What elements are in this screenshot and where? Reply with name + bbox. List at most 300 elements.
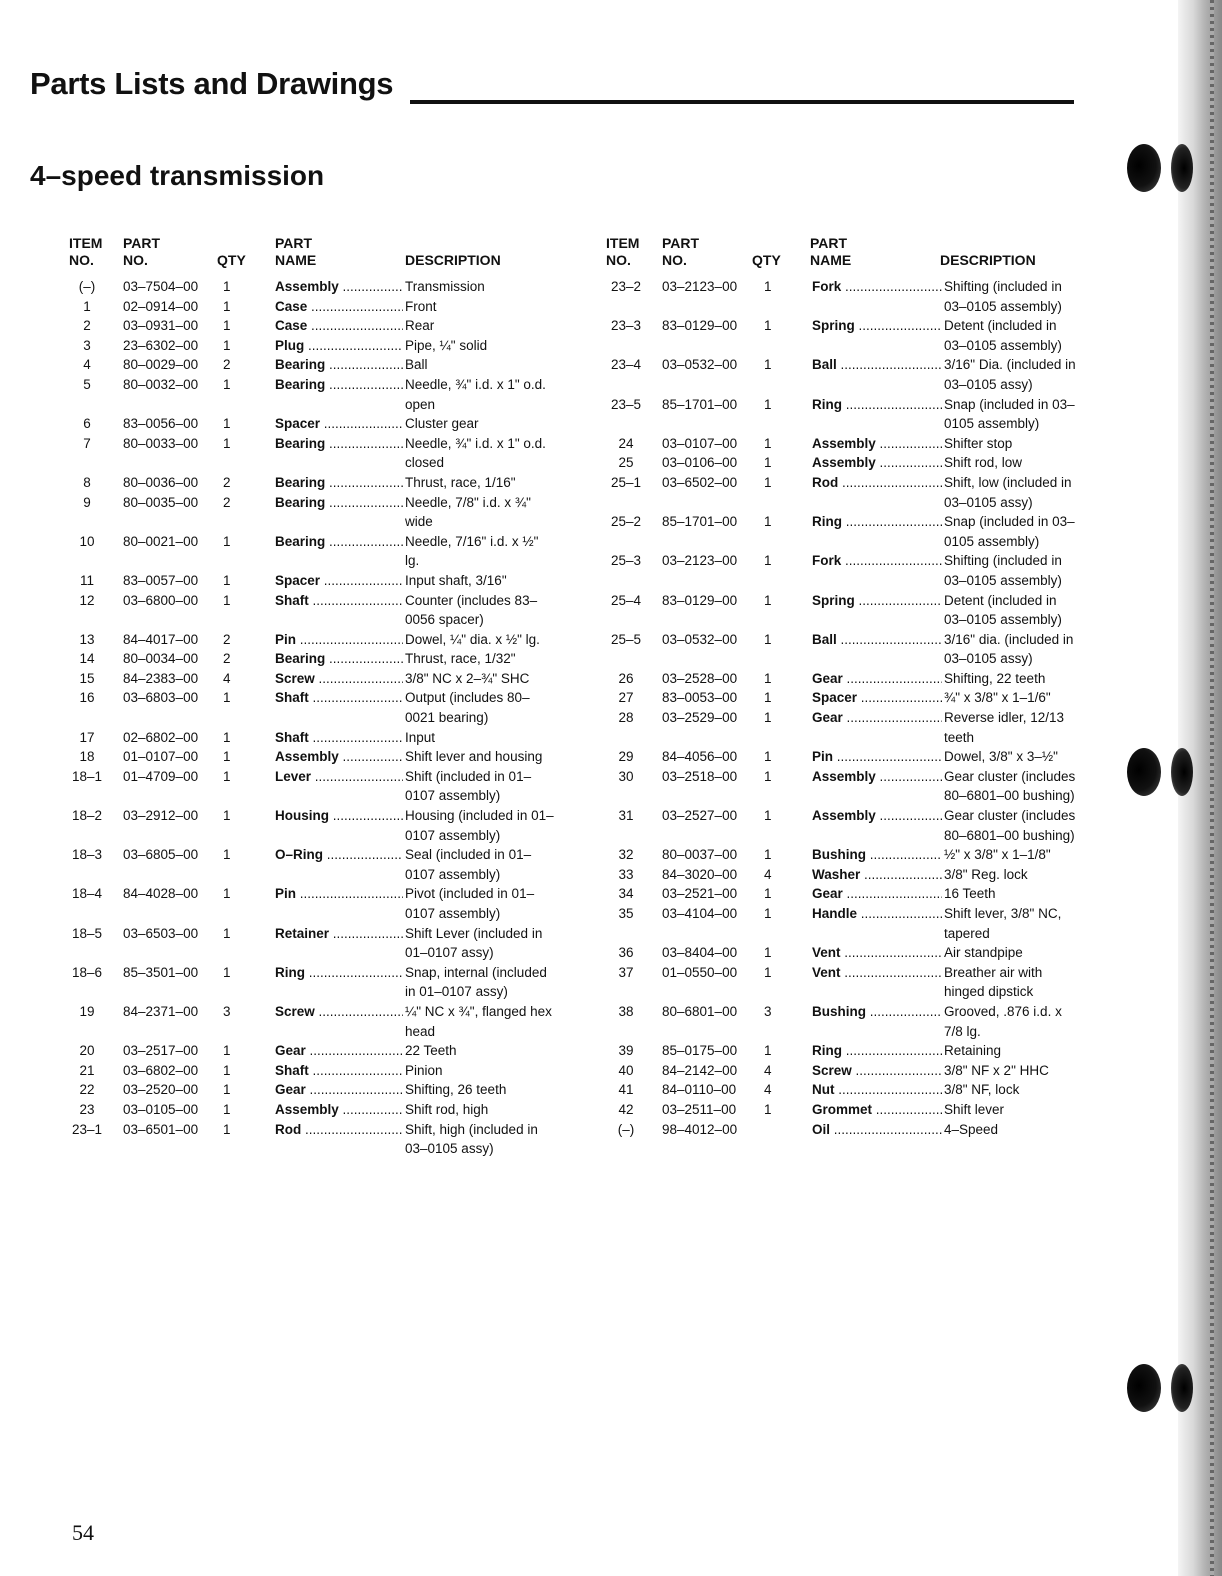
quantity: 1 xyxy=(764,592,772,608)
part-no: 84–2142–00 xyxy=(662,1062,738,1078)
table-row xyxy=(604,1041,1079,1061)
description: 3/8" NF x 2" HHC xyxy=(944,1062,1049,1078)
item-no: 31 xyxy=(618,808,634,824)
part-name: Spacer ..... xyxy=(275,571,403,591)
part-no: 85–0175–00 xyxy=(662,1043,738,1059)
part-no: 03–2517–00 xyxy=(123,1043,199,1059)
part-name: Assembly ..... xyxy=(812,434,942,454)
quantity: 4 xyxy=(764,1082,772,1098)
description: Needle, ¾" i.d. x 1" o.d. closed xyxy=(405,435,546,471)
part-no: 80–0037–00 xyxy=(662,847,738,863)
item-no: 6 xyxy=(83,416,91,432)
description: Grooved, .876 i.d. x 7/8 lg. xyxy=(944,1003,1062,1039)
part-no: 85–1701–00 xyxy=(662,514,738,530)
part-name: Grommet ..... xyxy=(812,1100,942,1120)
item-no: 26 xyxy=(618,670,634,686)
table-row xyxy=(604,767,1079,806)
part-name: Spring ..... xyxy=(812,316,942,336)
part-no: 03–6502–00 xyxy=(662,474,738,490)
item-no: 12 xyxy=(79,592,95,608)
description: 3/16" Dia. (included in 03–0105 assy) xyxy=(944,357,1076,392)
part-name: Shaft ..... xyxy=(275,1061,403,1081)
description: Shifting (included in 03–0105 assembly) xyxy=(944,553,1062,588)
quantity: 1 xyxy=(764,886,772,902)
header-qty: QTY xyxy=(752,252,781,268)
table-row xyxy=(67,806,555,845)
table-row xyxy=(67,571,555,591)
description: 3/8" Reg. lock xyxy=(944,866,1028,882)
description: Gear cluster (includes 80–6801–00 bushing) xyxy=(944,768,1076,804)
quantity: 4 xyxy=(764,866,772,882)
quantity: 1 xyxy=(223,337,231,353)
description: Input xyxy=(405,729,436,745)
part-name: Assembly ..... xyxy=(812,767,942,787)
part-name: Plug ..... xyxy=(275,336,403,356)
part-no: 03–2912–00 xyxy=(123,808,199,824)
quantity: 1 xyxy=(223,416,231,432)
quantity: 1 xyxy=(223,749,231,765)
table-row xyxy=(604,395,1079,434)
table-header xyxy=(604,235,1079,277)
part-name: Gear ..... xyxy=(275,1041,403,1061)
item-no: 32 xyxy=(618,847,634,863)
part-no: 03–0532–00 xyxy=(662,631,738,647)
part-no: 03–0107–00 xyxy=(662,435,738,451)
description: Snap (included in 03–0105 assembly) xyxy=(944,514,1075,549)
table-row xyxy=(67,316,555,336)
table-row xyxy=(67,493,555,532)
item-no: 42 xyxy=(618,1101,634,1117)
table-row xyxy=(604,963,1079,1002)
title-rule xyxy=(410,100,1074,104)
part-name: Ring ..... xyxy=(275,963,403,983)
quantity: 1 xyxy=(764,318,772,334)
quantity: 1 xyxy=(764,357,772,373)
item-no: 2 xyxy=(83,318,91,334)
description: Output (includes 80–0021 bearing) xyxy=(405,690,530,726)
quantity: 1 xyxy=(223,808,231,824)
part-name: Pin ..... xyxy=(275,884,403,904)
part-name: Ball ..... xyxy=(812,355,942,375)
part-name: Spacer ..... xyxy=(275,414,403,434)
part-no: 83–0129–00 xyxy=(662,592,738,608)
description: Snap, internal (included in 01–0107 assy) xyxy=(405,964,547,1000)
quantity: 2 xyxy=(223,651,231,667)
part-name: Oil ..... xyxy=(812,1120,942,1140)
item-no: 20 xyxy=(79,1043,95,1059)
description: Seal (included in 01–0107 assembly) xyxy=(405,847,532,882)
item-no: 30 xyxy=(618,768,634,784)
part-no: 84–3020–00 xyxy=(662,866,738,882)
quantity: 1 xyxy=(764,690,772,706)
quantity: 1 xyxy=(764,435,772,451)
item-no: 35 xyxy=(618,906,634,921)
table-row xyxy=(604,669,1079,689)
item-no: 11 xyxy=(79,572,94,588)
part-name: Bearing ..... xyxy=(275,375,403,395)
quantity: 1 xyxy=(223,847,231,863)
quantity: 1 xyxy=(764,514,772,530)
part-name: Bushing ..... xyxy=(812,845,942,865)
part-name: Fork ..... xyxy=(812,277,942,297)
part-name: Vent ..... xyxy=(812,943,942,963)
part-no: 03–2518–00 xyxy=(662,768,738,784)
table-row xyxy=(67,414,555,434)
table-row xyxy=(604,943,1079,963)
part-name: Vent ..... xyxy=(812,963,942,983)
part-no: 03–7504–00 xyxy=(123,279,199,294)
part-name: Ring ..... xyxy=(812,395,942,415)
part-name: Bearing ..... xyxy=(275,649,403,669)
item-no: 18–6 xyxy=(71,964,103,980)
page-title: Parts Lists and Drawings xyxy=(30,66,394,101)
part-no: 80–0035–00 xyxy=(123,494,199,510)
table-row xyxy=(67,336,555,356)
item-no: 29 xyxy=(618,749,634,765)
table-row xyxy=(67,434,555,473)
part-name: Bushing ..... xyxy=(812,1002,942,1022)
table-row xyxy=(67,1100,555,1120)
part-no: 03–0931–00 xyxy=(123,318,199,334)
part-name: Washer ..... xyxy=(812,865,942,885)
quantity: 2 xyxy=(223,631,231,647)
part-no: 80–6801–00 xyxy=(662,1003,738,1019)
header-description: DESCRIPTION xyxy=(940,252,1036,268)
table-row xyxy=(67,355,555,375)
part-no: 03–6503–00 xyxy=(123,925,199,941)
quantity: 1 xyxy=(223,1082,231,1098)
part-no: 03–6501–00 xyxy=(123,1121,199,1137)
table-row xyxy=(67,669,555,689)
table-row xyxy=(604,355,1079,394)
description: Shifting (included in 03–0105 assembly) xyxy=(944,279,1062,314)
table-row xyxy=(67,688,555,727)
quantity: 1 xyxy=(764,964,772,980)
description: 3/16" dia. (included in 03–0105 assy) xyxy=(944,631,1074,667)
item-no: 21 xyxy=(79,1062,95,1078)
item-no: 22 xyxy=(79,1082,95,1098)
table-row xyxy=(604,1002,1079,1041)
part-name: Gear ..... xyxy=(812,708,942,728)
quantity: 1 xyxy=(223,279,231,294)
quantity: 3 xyxy=(223,1003,231,1019)
description: 22 Teeth xyxy=(405,1043,457,1059)
table-row xyxy=(67,277,555,297)
description: ½" x 3/8" x 1–1/8" xyxy=(944,847,1051,863)
description: Pinion xyxy=(405,1062,443,1078)
quantity: 1 xyxy=(764,396,772,412)
item-no: 41 xyxy=(618,1082,634,1098)
description: Reverse idler, 12/13 teeth xyxy=(944,710,1065,745)
part-name: Gear ..... xyxy=(275,1080,403,1100)
description: Shift lever, 3/8" NC, tapered xyxy=(944,906,1062,941)
table-row xyxy=(604,708,1079,747)
binder-hole xyxy=(1127,1364,1161,1412)
part-name: Pin ..... xyxy=(812,747,942,767)
quantity: 4 xyxy=(764,1062,772,1078)
description: 3/8" NF, lock xyxy=(944,1082,1020,1098)
description: Shifter stop xyxy=(944,435,1013,451)
part-name: Housing ..... xyxy=(275,806,403,826)
quantity: 4 xyxy=(223,670,231,686)
quantity: 1 xyxy=(764,455,772,471)
quantity: 2 xyxy=(223,474,231,490)
table-header xyxy=(67,235,555,277)
quantity: 1 xyxy=(764,768,772,784)
part-no: 98–4012–00 xyxy=(662,1121,738,1137)
quantity: 1 xyxy=(223,1121,231,1137)
table-row xyxy=(67,375,555,414)
table-row xyxy=(67,1120,555,1159)
item-no: 18–1 xyxy=(71,768,103,784)
part-no: 02–6802–00 xyxy=(123,729,199,745)
part-no: 03–6805–00 xyxy=(123,847,199,863)
quantity: 2 xyxy=(223,494,231,510)
description: Shift, high (included in 03–0105 assy) xyxy=(405,1121,538,1157)
table-row xyxy=(67,924,555,963)
part-no: 03–6802–00 xyxy=(123,1062,199,1078)
header-part-name: PART NAME xyxy=(810,235,852,268)
part-no: 02–0914–00 xyxy=(123,298,199,314)
item-no: 23–3 xyxy=(610,318,642,334)
table-row xyxy=(604,845,1079,865)
item-no: 39 xyxy=(618,1043,634,1059)
part-name: Fork ..... xyxy=(812,551,942,571)
part-no: 03–2123–00 xyxy=(662,553,738,569)
description: Front xyxy=(405,298,437,314)
description: Air standpipe xyxy=(944,945,1023,961)
description: Detent (included in 03–0105 assembly) xyxy=(944,318,1062,353)
item-no: (–) xyxy=(617,1121,635,1137)
header-item-no: ITEM NO. xyxy=(606,235,640,268)
part-no: 03–2123–00 xyxy=(662,279,738,294)
description: Ball xyxy=(405,357,428,373)
quantity: 1 xyxy=(764,749,772,765)
quantity: 1 xyxy=(764,631,772,647)
header-description: DESCRIPTION xyxy=(405,252,501,268)
part-no: 23–6302–00 xyxy=(123,337,199,353)
item-no: 17 xyxy=(79,729,95,745)
part-no: 03–2521–00 xyxy=(662,886,738,902)
header-part-name: PART NAME xyxy=(275,235,317,268)
quantity: 1 xyxy=(764,945,772,961)
description: Input shaft, 3/16" xyxy=(405,572,507,588)
quantity: 1 xyxy=(223,1043,231,1059)
part-no: 83–0053–00 xyxy=(662,690,738,706)
quantity: 1 xyxy=(764,474,772,490)
part-no: 80–0033–00 xyxy=(123,435,199,451)
table-row xyxy=(604,1061,1079,1081)
description: ¾" x 3/8" x 1–1/6" xyxy=(944,690,1051,706)
item-no: 15 xyxy=(79,670,95,686)
description: Pipe, ¼" solid xyxy=(405,337,488,353)
page-number: 54 xyxy=(72,1520,94,1545)
description: Dowel, 3/8" x 3–½" xyxy=(944,749,1058,765)
item-no: 37 xyxy=(618,964,634,980)
description: Thrust, race, 1/32" xyxy=(405,651,516,667)
table-row xyxy=(604,1080,1079,1100)
item-no: 13 xyxy=(79,631,95,647)
item-no: 18–5 xyxy=(71,925,103,941)
part-no: 01–4709–00 xyxy=(123,768,199,784)
table-row xyxy=(604,747,1079,767)
part-no: 85–1701–00 xyxy=(662,396,738,412)
parts-table-left xyxy=(67,235,555,1159)
header-part-no: PART NO. xyxy=(662,235,700,268)
item-no: 36 xyxy=(618,945,634,961)
part-no: 01–0107–00 xyxy=(123,749,199,765)
quantity: 1 xyxy=(223,729,231,745)
table-row xyxy=(67,473,555,493)
item-no: 3 xyxy=(83,337,91,353)
part-no: 01–0550–00 xyxy=(662,964,738,980)
item-no: (–) xyxy=(78,279,96,294)
item-no: 10 xyxy=(79,533,95,549)
item-no: 16 xyxy=(79,690,95,706)
quantity: 1 xyxy=(764,847,772,863)
description: Shift rod, high xyxy=(405,1101,489,1117)
description: Detent (included in 03–0105 assembly) xyxy=(944,592,1062,628)
part-no: 84–4056–00 xyxy=(662,749,738,765)
part-name: Ring ..... xyxy=(812,1041,942,1061)
part-no: 03–2511–00 xyxy=(662,1101,737,1117)
table-row xyxy=(67,591,555,630)
part-no: 03–4104–00 xyxy=(662,906,738,921)
description: Needle, 7/16" i.d. x ½" lg. xyxy=(405,533,539,569)
part-no: 84–2383–00 xyxy=(123,670,199,686)
part-name: Bearing ..... xyxy=(275,355,403,375)
description: Shift lever xyxy=(944,1101,1005,1117)
table-row xyxy=(604,688,1079,708)
item-no: 38 xyxy=(618,1003,634,1019)
item-no: 23–5 xyxy=(610,396,642,412)
quantity: 1 xyxy=(223,435,231,451)
part-no: 80–0029–00 xyxy=(123,357,199,373)
quantity: 1 xyxy=(764,808,772,824)
item-no: 7 xyxy=(83,435,91,451)
description: Dowel, ¼" dia. x ½" lg. xyxy=(405,631,540,647)
item-no: 5 xyxy=(83,376,91,392)
part-no: 84–4017–00 xyxy=(123,631,199,647)
table-row xyxy=(604,277,1079,316)
part-name: Pin ..... xyxy=(275,630,403,650)
item-no: 23 xyxy=(79,1101,95,1117)
item-no: 14 xyxy=(79,651,95,667)
description: ¼" NC x ¾", flanged hex head xyxy=(405,1003,552,1039)
parts-table-right xyxy=(604,235,1079,1139)
part-no: 03–0105–00 xyxy=(123,1101,199,1117)
part-name: Assembly ..... xyxy=(812,453,942,473)
part-no: 85–3501–00 xyxy=(123,964,199,980)
part-name: Screw ..... xyxy=(275,1002,403,1022)
item-no: 27 xyxy=(618,690,634,706)
table-row xyxy=(67,630,555,650)
item-no: 40 xyxy=(618,1062,634,1078)
part-name: Case ..... xyxy=(275,316,403,336)
part-no: 80–0036–00 xyxy=(123,474,199,490)
part-name: Bearing ..... xyxy=(275,434,403,454)
quantity: 1 xyxy=(764,906,772,921)
item-no: 25–3 xyxy=(610,553,642,569)
item-no: 28 xyxy=(618,710,634,726)
table-row xyxy=(604,904,1079,943)
item-no: 8 xyxy=(83,474,91,490)
part-name: Assembly ..... xyxy=(275,1100,403,1120)
part-no: 83–0057–00 xyxy=(123,572,199,588)
description: Rear xyxy=(405,318,435,334)
part-name: Bearing ..... xyxy=(275,493,403,513)
item-no: 34 xyxy=(618,886,634,902)
part-name: Bearing ..... xyxy=(275,473,403,493)
description: 4–Speed xyxy=(944,1121,999,1137)
part-name: Retainer ..... xyxy=(275,924,403,944)
description: Transmission xyxy=(405,279,485,294)
part-name: Bearing ..... xyxy=(275,532,403,552)
table-row xyxy=(67,1061,555,1081)
description: Shift, low (included in 03–0105 assy) xyxy=(944,474,1072,510)
part-name: Screw ..... xyxy=(812,1061,942,1081)
table-row xyxy=(604,453,1079,473)
part-no: 80–0032–00 xyxy=(123,376,199,392)
part-name: Rod ..... xyxy=(275,1120,403,1140)
quantity: 1 xyxy=(223,592,231,608)
part-no: 03–2520–00 xyxy=(123,1082,199,1098)
description: Cluster gear xyxy=(405,416,479,432)
description: Shift rod, low xyxy=(944,455,1023,471)
item-no: 18 xyxy=(79,749,95,765)
table-row xyxy=(604,1120,1079,1140)
part-no: 03–2529–00 xyxy=(662,710,738,726)
table-row xyxy=(67,1002,555,1041)
part-name: Rod ..... xyxy=(812,473,942,493)
binder-hole xyxy=(1127,144,1161,192)
quantity: 1 xyxy=(223,533,231,549)
quantity: 1 xyxy=(764,710,772,726)
part-no: 84–0110–00 xyxy=(662,1082,737,1098)
description: Thrust, race, 1/16" xyxy=(405,474,516,490)
table-row xyxy=(67,532,555,571)
part-no: 83–0056–00 xyxy=(123,416,199,432)
quantity: 1 xyxy=(764,1101,772,1117)
item-no: 25–4 xyxy=(610,592,642,608)
quantity: 1 xyxy=(223,690,231,706)
part-no: 80–0021–00 xyxy=(123,533,199,549)
header-qty: QTY xyxy=(217,252,246,268)
item-no: 24 xyxy=(618,435,634,451)
item-no: 25–2 xyxy=(610,514,642,530)
quantity: 1 xyxy=(223,964,231,980)
description: Needle, ¾" i.d. x 1" o.d. open xyxy=(405,376,546,412)
description: Gear cluster (includes 80–6801–00 bushing) xyxy=(944,808,1076,843)
quantity: 1 xyxy=(764,279,772,294)
description: Shift (included in 01–0107 assembly) xyxy=(405,768,532,804)
description: Shift Lever (included in 01–0107 assy) xyxy=(405,925,543,961)
description: Snap (included in 03–0105 assembly) xyxy=(944,396,1075,432)
item-no: 25–1 xyxy=(610,474,642,490)
part-no: 03–2528–00 xyxy=(662,670,738,686)
description: Shifting, 26 teeth xyxy=(405,1082,507,1098)
part-name: Spring ..... xyxy=(812,591,942,611)
part-no: 80–0034–00 xyxy=(123,651,199,667)
quantity: 1 xyxy=(223,572,231,588)
part-name: Nut ..... xyxy=(812,1080,942,1100)
item-no: 1 xyxy=(83,298,91,314)
header-item-no: ITEM NO. xyxy=(69,235,103,268)
part-name: Ball ..... xyxy=(812,630,942,650)
table-row xyxy=(67,649,555,669)
binder-hole xyxy=(1127,748,1161,796)
table-body xyxy=(67,277,555,1159)
